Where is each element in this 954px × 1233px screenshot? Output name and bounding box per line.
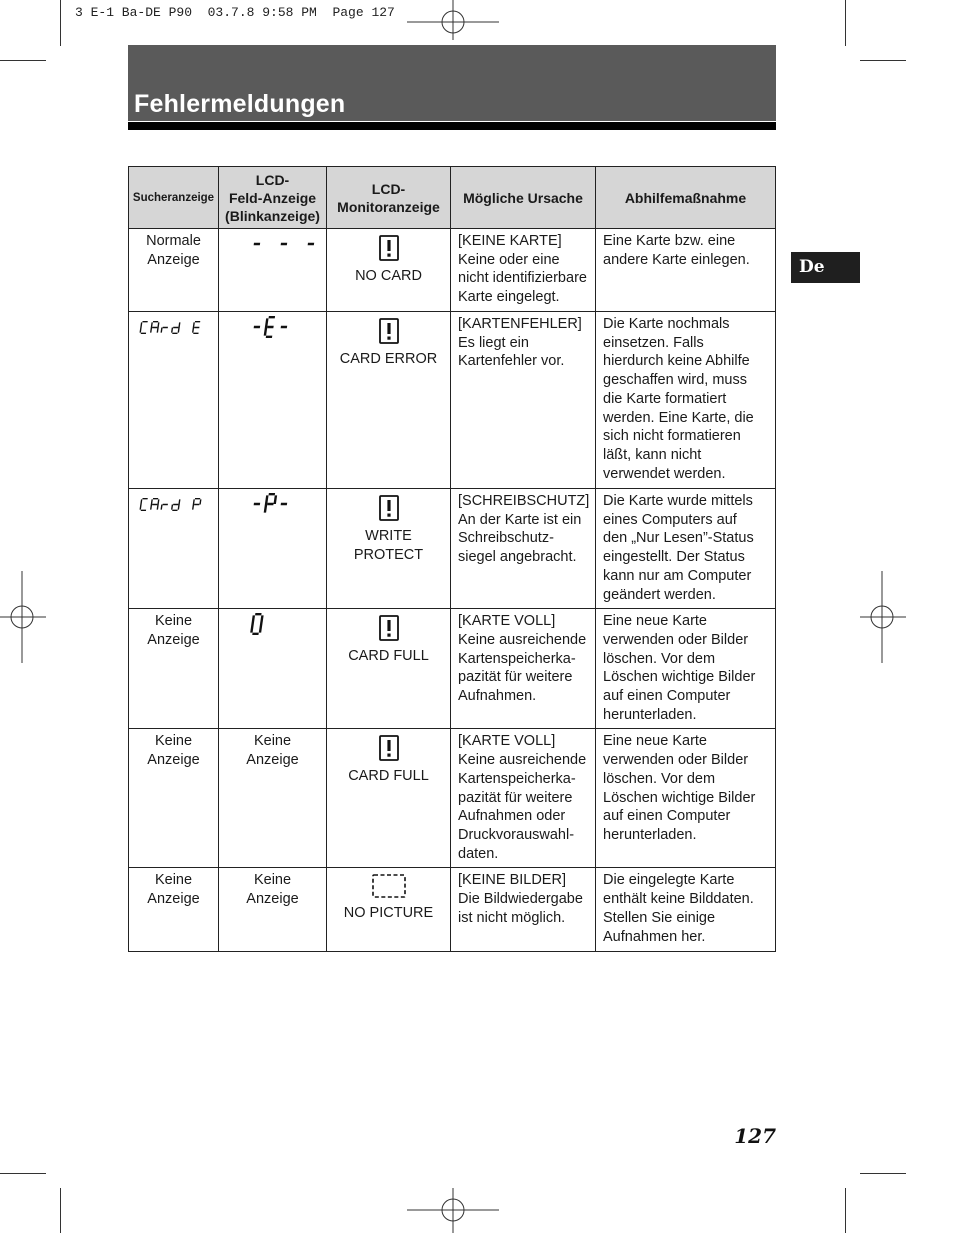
segment-g [173,504,178,505]
table-row [129,229,776,312]
segment-d [193,333,198,334]
lcd-panel-text: Keine Anzeige [246,733,299,769]
segment-g [152,327,157,328]
segment-b [260,616,264,625]
segment-e [150,328,152,333]
segment-g [254,326,261,328]
segment-b [178,499,180,504]
segment-a [269,493,276,495]
lcd-panel-cell [219,229,327,312]
segment-b [274,495,278,504]
crop-mark-top-right-v [845,0,846,46]
segment-f [193,499,195,504]
remedy-text: Eine neue Karte verwenden oder Bilder löschen. Vor dem Löschen wichtige Bilder auf einen Computer herunterladen. [603,613,756,723]
remedy-cell [596,609,776,729]
segment-e [171,505,173,510]
segment-e [192,328,194,333]
lcd-panel-cell [219,868,327,952]
segment-e [150,505,152,510]
cause-cell [451,729,596,868]
segment-e [171,328,173,333]
page-number: 127 [734,1124,776,1148]
lcd-panel-cell [219,609,327,729]
segment-g [194,327,199,328]
segment-g [281,503,288,505]
segment-c [259,624,263,633]
segment-d [172,333,177,334]
segment-d [141,510,146,511]
remedy-text: Die Karte wurde mittels eines Computers auf den „Nur Lesen”-Status eingestellt. Der Status kann nur am Computer geändert werden. [603,493,754,603]
segment-b [199,499,201,504]
lcd-monitor-cell [327,312,451,489]
segment-g [163,504,168,505]
segment-d [141,333,146,334]
header-viewfinder: Sucheranzeige [129,167,219,229]
lcd-panel-text: Keine Anzeige [246,872,299,908]
segment-g [163,327,168,328]
segment-a [195,321,200,322]
segment-f [140,322,142,327]
exclamation-card-icon [378,234,400,262]
crop-mark-bottom-right-v [845,1188,846,1233]
segment-e [140,328,142,333]
table-row [129,489,776,609]
segment-c [178,328,180,333]
remedy-text: Eine neue Karte verwenden oder Bilder löschen. Vor dem Löschen wichtige Bilder auf einen Computer herunterladen. [603,733,756,843]
print-slug: 3 E-1 Ba-DE P90 03.7.8 9:58 PM Page 127 [75,5,395,20]
segment-f [193,322,195,327]
segment-g [308,243,315,245]
segment-a [269,316,276,318]
crop-mark-bottom-right-h [860,1173,906,1174]
cause-cell [451,868,596,952]
segment-g [281,326,288,328]
segment-g [267,326,274,328]
lcd-monitor-cell [327,229,451,312]
lcd-panel-cell [219,729,327,868]
segment-c [157,328,159,333]
remedy-text: Die Karte nochmals einsetzen. Falls hierdurch keine Abhilfe geschaffen wird, muss die Karte formatiert werden. Eine Karte, die sich nicht formatieren läßt, kann nicht verwendet werden. [603,316,754,482]
table-row [129,609,776,729]
segment-e [161,505,163,510]
lcd-monitor-cell [327,729,451,868]
registration-mark-left-icon [0,571,46,663]
cause-text: [KARTE VOLL] Keine ausreichende Kartenspeicherka- pazität für weitere Aufnahmen. [458,613,587,705]
cause-cell [451,229,596,312]
crop-mark-bottom-left-v [60,1188,61,1233]
header-lcd-monitor: LCD- Monitoranzeige [327,167,451,229]
crop-mark-top-left-v [60,0,61,46]
segment-a [255,613,262,615]
segment-g [254,243,261,245]
lcd-monitor-cell [327,489,451,609]
remedy-cell [596,229,776,312]
segment-e [192,505,194,510]
segment-a [153,321,158,322]
cause-cell [451,312,596,489]
segment-f [151,322,153,327]
segment-a [153,498,158,499]
header-remedy: Abhilfemaßnahme [596,167,776,229]
exclamation-card-icon [378,614,400,642]
segment-d [252,633,259,635]
header-lcd-panel: LCD- Feld-Anzeige (Blinkanzeige) [219,167,327,229]
segment-f [140,499,142,504]
segment-c [157,505,159,510]
segment-b [178,322,180,327]
segment-g [281,243,288,245]
segment-b [157,499,159,504]
lcd-monitor-cell [327,868,451,952]
monitor-message: CARD FULL [348,648,429,665]
monitor-message: NO CARD [355,268,422,284]
viewfinder-cell [129,312,219,489]
remedy-cell [596,312,776,489]
segment-a [195,498,200,499]
remedy-cell [596,868,776,952]
segment-f [265,495,269,504]
crop-mark-top-right-h [860,60,906,61]
crop-mark-top-left-h [0,60,46,61]
cause-text: [KARTE VOLL] Keine ausreichende Kartenspeicherka- pazität für weitere Aufnahmen oder Druckvorauswahl- daten. [458,733,587,862]
language-tab: De [791,252,860,283]
remedy-cell [596,489,776,609]
table-row [129,729,776,868]
segment-a [142,321,147,322]
viewfinder-text: Normale Anzeige [146,233,201,268]
segment-e [264,327,268,336]
monitor-message: NO PICTURE [343,905,434,922]
segment-c [178,505,180,510]
lcd-panel-cell [219,489,327,609]
viewfinder-cell [129,729,219,868]
cause-text: [KEINE BILDER] Die Bildwiedergabe ist nicht möglich. [458,872,583,926]
page-title: Fehlermeldungen [134,90,346,118]
table-row [129,312,776,489]
monitor-message: WRITE PROTECT [353,528,424,563]
table-header-row [129,167,776,229]
viewfinder-text: Keine Anzeige [147,733,200,769]
monitor-message: CARD FULL [348,768,429,785]
cause-cell [451,489,596,609]
registration-mark-top-icon [407,0,499,40]
viewfinder-cell [129,609,219,729]
remedy-cell [596,729,776,868]
segment-g [254,503,261,505]
cause-cell [451,609,596,729]
segment-g [267,503,274,505]
segment-g [194,504,199,505]
registration-mark-bottom-icon [407,1188,499,1233]
segment-e [161,328,163,333]
lcd-panel-cell [219,312,327,489]
segment-a [142,498,147,499]
segment-d [172,510,177,511]
segment-e [140,505,142,510]
segment-f [265,318,269,327]
segment-g [173,327,178,328]
crop-mark-bottom-left-h [0,1173,46,1174]
segment-f [151,499,153,504]
dashed-frame-icon [371,873,407,899]
exclamation-card-icon [378,317,400,345]
monitor-message: CARD ERROR [339,351,438,367]
viewfinder-cell [129,229,219,312]
segment-b [157,322,159,327]
segment-e [264,504,268,513]
title-rule [128,122,776,130]
registration-mark-right-icon [860,571,906,663]
segment-d [266,336,273,338]
table-row [129,868,776,952]
segment-f [251,616,255,625]
remedy-text: Eine Karte bzw. eine andere Karte einlegen. [603,233,750,268]
viewfinder-cell [129,868,219,952]
cause-text: [SCHREIBSCHUTZ] An der Karte ist ein Schreibschutz- siegel angebracht. [458,493,590,566]
viewfinder-text: Keine Anzeige [147,872,200,908]
error-messages-table [128,166,776,952]
lcd-monitor-cell [327,609,451,729]
cause-text: [KEINE KARTE] Keine oder eine nicht identifizierbare Karte eingelegt. [458,233,587,306]
segment-e [250,624,254,633]
segment-g [152,504,157,505]
remedy-text: Die eingelegte Karte enthält keine Bilddaten. Stellen Sie einige Aufnahmen her. [603,872,754,945]
exclamation-card-icon [378,734,400,762]
cause-text: [KARTENFEHLER] Es liegt ein Kartenfehler vor. [458,316,582,370]
viewfinder-cell [129,489,219,609]
header-cause: Mögliche Ursache [451,167,596,229]
exclamation-card-icon [378,494,400,522]
viewfinder-text: Keine Anzeige [147,613,200,648]
